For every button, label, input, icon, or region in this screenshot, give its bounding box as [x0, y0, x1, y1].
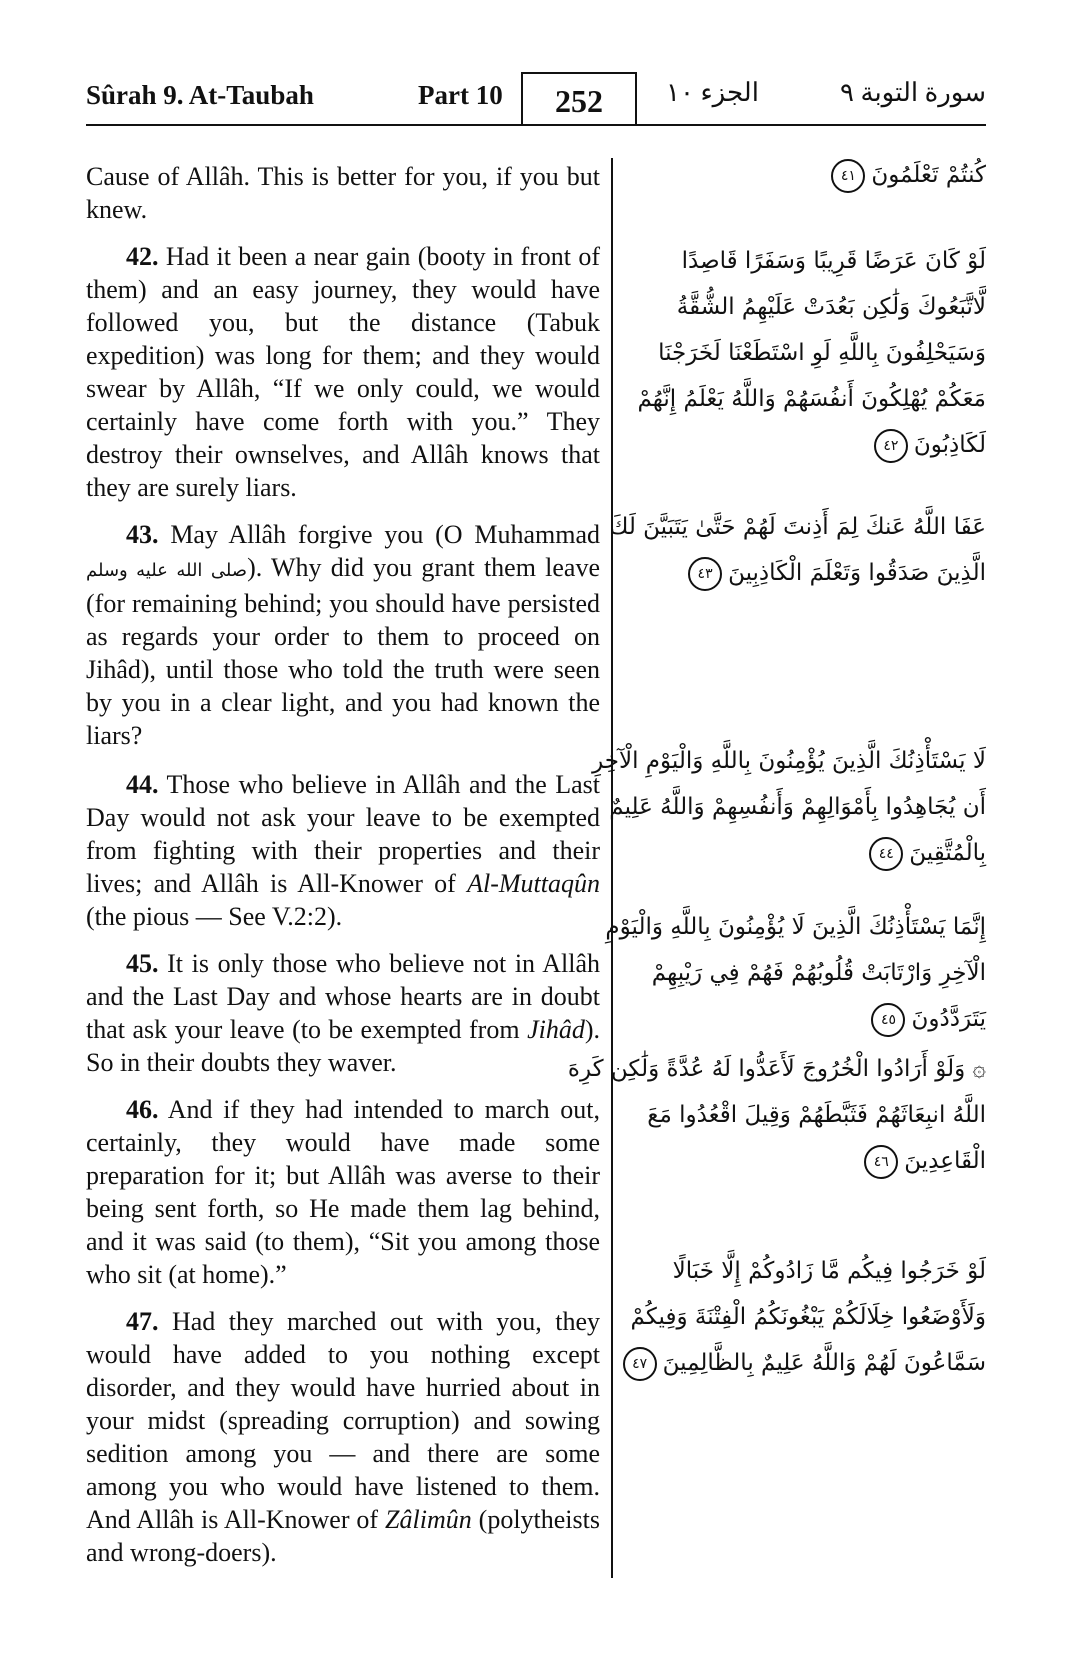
page-number: 252: [521, 72, 637, 126]
column-divider: [611, 158, 613, 1578]
arabic-line: الْقَاعِدِينَ٤٦: [630, 1138, 986, 1184]
arabic-line: اللَّهُ انبِعَاثَهُمْ فَثَبَّطَهُمْ وَقِيلَ اقْعُدُوا مَعَ: [647, 1102, 986, 1128]
arabic-line: عَفَا اللَّهُ عَنكَ لِمَ أَذِنتَ لَهُمْ حَتَّىٰ يَتَبَيَّنَ لَكَ: [609, 514, 986, 540]
arabic-line: وَسَيَحْلِفُونَ بِاللَّهِ لَوِ اسْتَطَعْنَا لَخَرَجْنَا: [658, 340, 986, 366]
verse-number: 44.: [126, 770, 159, 799]
arabic-line: ۞ وَلَوْ أَرَادُوا الْخُرُوجَ لَأَعَدُّوا لَهُ عُدَّةً وَلَٰكِن كَرِهَ: [567, 1056, 986, 1082]
term-italic: Zâlimûn: [385, 1505, 472, 1534]
verse-text: ). So in their doubts they waver.: [86, 1015, 600, 1077]
arabic-verse-42: [630, 238, 986, 468]
verse-text: Those who believe in Allâh and the Last Day would not ask your leave to be exempted from fighting with their properties and their lives; and Allâh is All-Knower of: [86, 770, 600, 898]
verse-text: And if they had intended to march out, certainly, they would have made some preparation for it; but Allâh was averse to their being sent forth, so He made them lag behind, and it was said (to them), “Sit you among those who sit (at home).”: [86, 1095, 600, 1289]
english-column: [86, 160, 600, 1569]
verse-text: Had they marched out with you, they would have added to you nothing except disorder, and they would have hurried about in your midst (spreading corruption) and sowing sedition among you — and there are some among you who would have listened to them. And Allâh is All-Knower of: [86, 1307, 601, 1534]
arabic-line: لَا يَسْتَأْذِنُكَ الَّذِينَ يُؤْمِنُونَ بِاللَّهِ وَالْيَوْمِ الْآخِرِ: [592, 748, 986, 774]
arabic-line: كُنتُمْ تَعْلَمُونَ٤١: [630, 152, 986, 198]
verse-41-continuation: Cause of Allâh. This is better for you, if you but knew.: [86, 162, 600, 224]
verse-end-marker: ٤٤: [869, 837, 903, 871]
verse-43: [86, 518, 600, 752]
verse-text: (the pious — See V.2:2).: [86, 902, 343, 931]
arabic-line: وَلَأَوْضَعُوا خِلَالَكُمْ يَبْغُونَكُمُ الْفِتْنَةَ وَفِيكُمْ: [630, 1304, 986, 1330]
arabic-line: أَن يُجَاهِدُوا بِأَمْوَالِهِمْ وَأَنفُسِهِمْ وَاللَّهُ عَلِيمٌ: [609, 794, 986, 820]
verse-46: [86, 1093, 600, 1291]
verse-end-marker: ٤٧: [623, 1347, 657, 1381]
header-rule: [86, 124, 986, 126]
verse-end-marker: ٤٢: [874, 429, 908, 463]
arabic-line: لَوْ كَانَ عَرَضًا قَرِيبًا وَسَفَرًا قَاصِدًا: [681, 248, 986, 274]
arabic-line: سَمَّاعُونَ لَهُمْ وَاللَّهُ عَلِيمٌ بِالظَّالِمِينَ٤٧: [630, 1340, 986, 1386]
verse-end-marker: ٤٥: [871, 1003, 905, 1037]
term-italic: Al-Muttaqûn: [467, 869, 600, 898]
verse-number: 46.: [126, 1095, 159, 1124]
honorific-arabic: صلى الله عليه وسلم: [86, 560, 248, 581]
verse-47: [86, 1305, 600, 1569]
term-italic: Jihâd: [527, 1015, 585, 1044]
part-label: Part 10: [418, 80, 503, 110]
verse-text: ). Why did you grant them leave (for remaining behind; you should have persisted as regards your order to them to proceed on Jihâd), until those who told the truth were seen by you in a clear light, and you had known the liars?: [86, 553, 600, 750]
verse-number: 43.: [126, 520, 159, 549]
arabic-verse-45: [605, 904, 986, 1042]
arabic-line: الَّذِينَ صَدَقُوا وَتَعْلَمَ الْكَاذِبِينَ٤٣: [630, 550, 986, 596]
arabic-line: بِالْمُتَّقِينَ٤٤: [630, 830, 986, 876]
verse-text: It is only those who believe not in Allâh and the Last Day and whose hearts are in doubt that ask your leave (to be exempted from: [86, 949, 601, 1044]
verse-number: 47.: [126, 1307, 159, 1336]
arabic-verse-44: [592, 738, 986, 876]
arabic-line: الْآخِرِ وَارْتَابَتْ قُلُوبُهُمْ فَهُمْ فِي رَيْبِهِمْ: [651, 960, 986, 986]
surah-title: Sûrah 9. At-Taubah: [86, 80, 314, 110]
verse-end-marker: ٤٣: [688, 557, 722, 591]
arabic-line: يَتَرَدَّدُونَ٤٥: [630, 996, 986, 1042]
arabic-verse-47: [630, 1248, 986, 1386]
verse-text: May Allâh forgive you (O Muhammad: [170, 520, 601, 549]
page-header: [86, 72, 986, 124]
verse-text: (polytheists and wrong-doers).: [86, 1505, 600, 1567]
verse-number: 45.: [126, 949, 159, 978]
arabic-line: إِنَّمَا يَسْتَأْذِنُكَ الَّذِينَ لَا يُؤْمِنُونَ بِاللَّهِ وَالْيَوْمِ: [605, 914, 986, 940]
verse-end-marker: ٤٦: [864, 1145, 898, 1179]
verse-end-marker: ٤١: [831, 159, 865, 193]
juz-label-arabic: الجزء ١٠: [666, 78, 759, 107]
verse-42: [86, 240, 600, 504]
arabic-verse-43: [609, 504, 986, 596]
arabic-verse-46: [567, 1046, 986, 1184]
verse-number: 42.: [126, 242, 159, 271]
surah-title-arabic: سورة التوبة ٩: [840, 78, 986, 107]
arabic-verse-41: [630, 152, 986, 198]
arabic-line: لَّاتَّبَعُوكَ وَلَٰكِن بَعُدَتْ عَلَيْهِمُ الشُّقَّةُ: [676, 294, 986, 320]
verse-44: [86, 768, 600, 933]
verse-text: Had it been a near gain (booty in front of them) and an easy journey, they would have followed you, but the distance (Tabuk expedition) was long for them; and they would swear by Allâh, “If we only could, we would certainly have come forth with you.” They destroy their ownselves, and Allâh knows that they are surely liars.: [86, 242, 601, 502]
arabic-line: لَكَاذِبُونَ٤٢: [630, 422, 986, 468]
arabic-line: مَعَكُمْ يُهْلِكُونَ أَنفُسَهُمْ وَاللَّهُ يَعْلَمُ إِنَّهُمْ: [637, 386, 986, 412]
arabic-line: لَوْ خَرَجُوا فِيكُم مَّا زَادُوكُمْ إِلَّا خَبَالًا: [672, 1258, 986, 1284]
verse-45: [86, 947, 600, 1079]
